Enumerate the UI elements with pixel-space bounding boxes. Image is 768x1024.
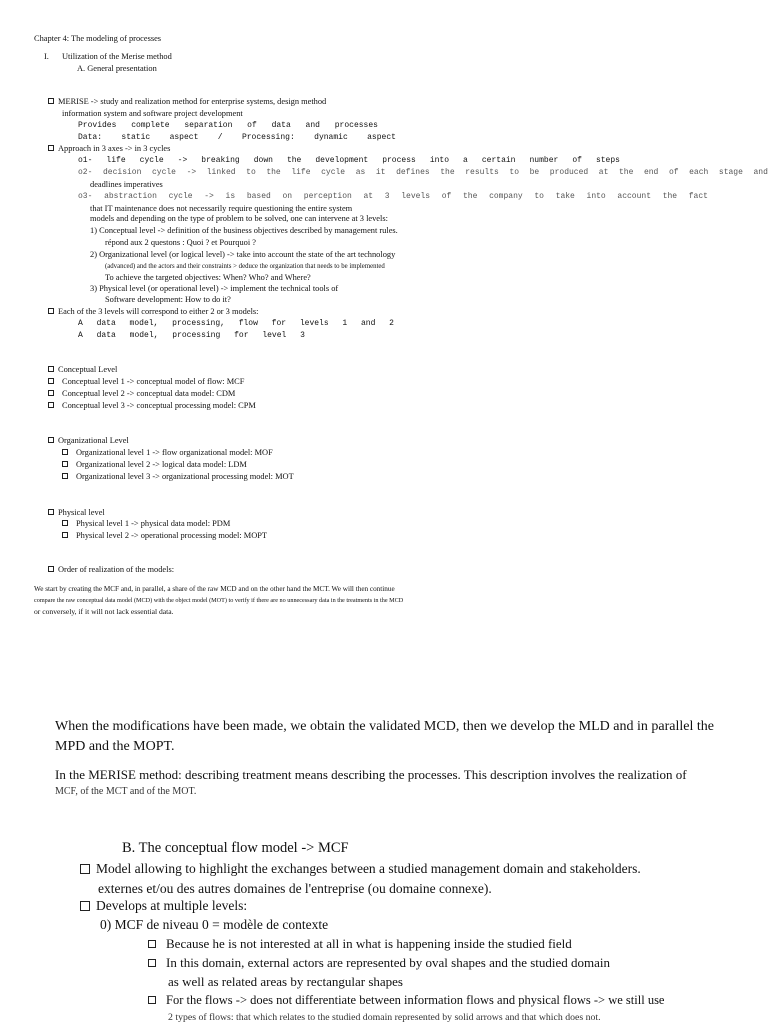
level-2: 2) Organizational level (or logical level) -> take into account the state of the art technology (90, 250, 396, 259)
word: into (429, 156, 450, 165)
word: Provides (78, 121, 117, 130)
each-line: Each of the 3 levels will correspond to either 2 or 3 models: (58, 307, 259, 316)
develops-bullet: Develops at multiple levels: (80, 899, 247, 913)
organizational-item: Organizational level 2 -> logical data model: LDM (62, 461, 247, 469)
word: life (106, 156, 126, 165)
word: 2 (389, 319, 394, 328)
conceptual-level-heading: Conceptual Level (48, 366, 117, 374)
word: of (441, 192, 452, 201)
word: company (489, 192, 523, 201)
approach-bullet (48, 145, 170, 153)
word: Processing: (241, 133, 295, 142)
word: A (78, 331, 83, 340)
subsection-a-title: A. General presentation (77, 64, 157, 73)
level-2-cont: (advanced) and the actors and their constraints > deduce the organization that needs to be implemented (105, 263, 385, 270)
word: of (668, 168, 679, 177)
square-bullet-icon (48, 566, 54, 572)
organizational-item: Organizational level 3 -> organizational processing model: MOT (62, 473, 294, 481)
word: data (271, 121, 291, 130)
mcf0-bullet: In this domain, external actors are represented by oval shapes and the studied domain (148, 956, 610, 969)
word: complete (131, 121, 170, 130)
square-bullet-icon (62, 473, 68, 479)
merise-treatment-paragraph: In the MERISE method: describing treatment means describing the processes. This description involves the realization of (55, 767, 687, 782)
word: for (234, 331, 249, 340)
word: to (509, 168, 520, 177)
merise-treatment-sub: MCF, of the MCT and of the MOT. (55, 786, 197, 797)
word: / (217, 133, 223, 142)
square-bullet-icon (48, 390, 54, 396)
square-bullet-icon (62, 461, 68, 467)
merise-cont: information system and software project development (62, 109, 243, 118)
word: a (463, 156, 468, 165)
order-paragraph-1: We start by creating the MCF and, in parallel, a share of the raw MCD and on the other hand the MCT. We will then continue (34, 585, 395, 593)
physical-item: Physical level 2 -> operational processing model: MOPT (62, 532, 267, 540)
physical-item: Physical level 1 -> physical data model: PDM (62, 520, 230, 528)
word: cycle (139, 156, 164, 165)
word: o1- (78, 156, 93, 165)
modifications-paragraph-1: When the modifications have been made, we obtain the validated MCD, then we develop the MLD and in parallel the (55, 719, 714, 734)
level-3-cont: Software development: How to do it? (105, 295, 231, 304)
word: model, (129, 319, 159, 328)
word: life (291, 168, 311, 177)
word: 1 (342, 319, 348, 328)
word: levels (299, 319, 329, 328)
square-bullet-icon (48, 437, 54, 443)
word: -> (177, 156, 188, 165)
mcf0-bullet-cont: as well as related areas by rectangular shapes (168, 974, 403, 989)
square-bullet-icon (48, 145, 54, 151)
merise-line: MERISE -> study and realization method for enterprise systems, design method (58, 97, 327, 106)
section-title: Utilization of the Merise method (62, 52, 172, 61)
modifications-paragraph-1-cont: MPD and the MOPT. (55, 739, 175, 754)
word: o2- (78, 168, 93, 177)
word: at (598, 168, 609, 177)
word: cycle (168, 192, 193, 201)
word: -> (204, 192, 214, 201)
conceptual-item: Conceptual level 3 -> conceptual processing model: CPM (48, 402, 256, 410)
square-bullet-icon (148, 996, 156, 1004)
word: static (121, 133, 151, 142)
chapter-title: Chapter 4: The modeling of processes (34, 34, 162, 43)
word: data (96, 319, 116, 328)
word: on (282, 192, 293, 201)
word: levels (401, 192, 431, 201)
word: level (262, 331, 287, 340)
word: based (246, 192, 271, 201)
word: linked (206, 168, 236, 177)
level-1: 1) Conceptual level -> definition of the business objectives described by management rules. (90, 226, 398, 235)
word: to (534, 192, 544, 201)
mcf0-bullet: For the flows -> does not differentiate between information flows and physical flows -> we still use (148, 994, 664, 1007)
square-bullet-icon (80, 864, 90, 874)
each-mono-1 (78, 320, 394, 328)
order-paragraph-3: or conversely, if it will not lack essential data. (34, 607, 174, 616)
conceptual-item: Conceptual level 2 -> conceptual data model: CDM (48, 390, 235, 398)
word: stage (718, 168, 743, 177)
square-bullet-icon (48, 509, 54, 515)
word: o3- (78, 192, 93, 201)
square-bullet-icon (148, 940, 156, 948)
word: 3 (384, 192, 390, 201)
word: certain (481, 156, 516, 165)
each-bullet (48, 308, 258, 316)
word: take (555, 192, 575, 201)
word: flow (238, 319, 258, 328)
word: the (618, 168, 634, 177)
word: account (617, 192, 651, 201)
cycle-o3-cont1: that IT maintenance does not necessarily require questioning the entire system (90, 204, 353, 213)
word: dynamic (314, 133, 348, 142)
word: each (689, 168, 709, 177)
word: abstraction (104, 192, 157, 201)
cycle-o2 (78, 169, 768, 177)
word: cycle (151, 168, 176, 177)
word: 3 (300, 331, 305, 340)
order-heading: Order of realization of the models: (48, 566, 174, 574)
word: at (363, 192, 374, 201)
approach-line: Approach in 3 axes -> in 3 cycles (58, 144, 171, 153)
word: the (266, 168, 281, 177)
section-roman-numeral: I. (44, 52, 49, 61)
word: into (586, 192, 606, 201)
square-bullet-icon (80, 901, 90, 911)
cycle-o1 (78, 157, 620, 165)
square-bullet-icon (148, 959, 156, 967)
word: and (753, 168, 768, 177)
word: steps (595, 156, 620, 165)
word: separation (184, 121, 233, 130)
square-bullet-icon (62, 532, 68, 538)
word: is (225, 192, 236, 201)
word: it (375, 168, 386, 177)
word: processes (334, 121, 378, 130)
mcf0-bullet-cont: 2 types of flows: that which relates to the studied domain represented by solid arrows and that which does not. (168, 1012, 601, 1023)
physical-level-heading: Physical level (48, 509, 105, 517)
word: defines (396, 168, 430, 177)
word: of (247, 121, 257, 130)
word: of (572, 156, 582, 165)
word: process (382, 156, 416, 165)
word: decision (102, 168, 142, 177)
section-b-title: B. The conceptual flow model -> MCF (122, 840, 349, 856)
word: number (529, 156, 559, 165)
each-mono-2 (78, 332, 305, 340)
order-paragraph-2: compare the raw conceptual data model (MCD) with the object model (MOT) to verify if there are no unnecessary data in the treatments in the MCD (34, 597, 404, 604)
word: as (355, 168, 366, 177)
word: cycle (321, 168, 346, 177)
level-3: 3) Physical level (or operational level) -> implement the technical tools of (90, 284, 339, 293)
square-bullet-icon (48, 378, 54, 384)
word: to (246, 168, 256, 177)
word: the (440, 168, 455, 177)
word: and (361, 319, 376, 328)
word: the (286, 156, 302, 165)
word: model, (129, 331, 159, 340)
square-bullet-icon (48, 98, 54, 104)
word: Data: (78, 133, 103, 142)
conceptual-item: Conceptual level 1 -> conceptual model of flow: MCF (48, 378, 244, 386)
word: be (529, 168, 540, 177)
merise-bullet (48, 98, 326, 106)
word: processing (172, 331, 221, 340)
word: the (662, 192, 678, 201)
level-2-cont2: To achieve the targeted objectives: When? Who? and Where? (105, 273, 311, 282)
word: perception (303, 192, 352, 201)
word: aspect (169, 133, 199, 142)
model-bullet: Model allowing to highlight the exchanges between a studied management domain and stakeholders. (80, 862, 641, 876)
cycle-o3 (78, 193, 708, 201)
word: and (305, 121, 320, 130)
word: end (643, 168, 659, 177)
word: development (315, 156, 369, 165)
word: breaking (201, 156, 240, 165)
model-bullet-cont: externes et/ou des autres domaines de l'entreprise (ou domaine connexe). (98, 881, 492, 896)
merise-mono-2 (78, 134, 396, 142)
word: the (463, 192, 478, 201)
word: data (96, 331, 116, 340)
square-bullet-icon (62, 449, 68, 455)
level-1-cont: répond aux 2 questons : Quoi ? et Pourquoi ? (105, 238, 256, 247)
square-bullet-icon (48, 366, 54, 372)
mcf-level-0: 0) MCF de niveau 0 = modèle de contexte (100, 917, 329, 932)
word: fact (688, 192, 708, 201)
square-bullet-icon (48, 308, 54, 314)
word: -> (186, 168, 197, 177)
cycle-o3-cont2: models and depending on the type of problem to be solved, one can intervene at 3 levels: (90, 214, 388, 223)
merise-mono-1 (78, 122, 378, 130)
organizational-level-heading: Organizational Level (48, 437, 129, 445)
word: A (78, 319, 83, 328)
word: aspect (367, 133, 396, 142)
word: results (465, 168, 499, 177)
word: for (271, 319, 287, 328)
mcf0-bullet: Because he is not interested at all in what is happening inside the studied field (148, 937, 572, 950)
word: down (253, 156, 273, 165)
word: processing, (172, 319, 225, 328)
square-bullet-icon (62, 520, 68, 526)
cycle-o2-cont: deadlines imperatives (90, 180, 163, 189)
square-bullet-icon (48, 402, 54, 408)
word: produced (549, 168, 589, 177)
organizational-item: Organizational level 1 -> flow organizational model: MOF (62, 449, 273, 457)
